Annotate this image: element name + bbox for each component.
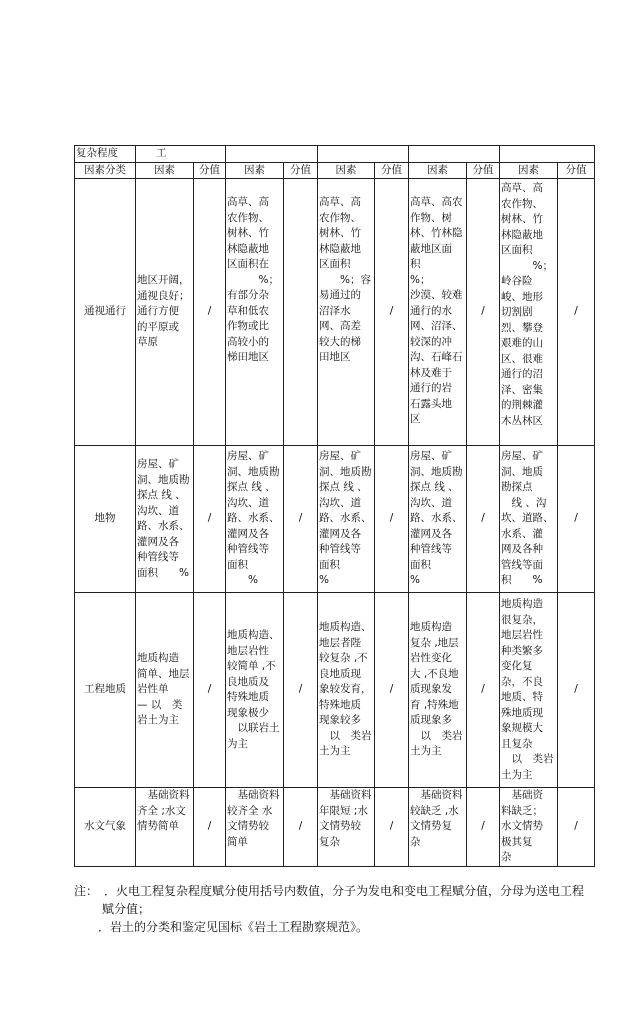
factor-category: 通视通行 — [75, 179, 136, 446]
table-row — [75, 179, 595, 446]
score-cell: / — [467, 446, 500, 593]
score-cell: / — [467, 179, 500, 446]
score-cell: / — [284, 446, 318, 593]
header-row-columns — [75, 162, 595, 179]
score-cell: / — [194, 788, 226, 867]
score-cell: / — [558, 788, 595, 867]
factor-category: 水文气象 — [75, 788, 136, 867]
factor-category: 地物 — [75, 446, 136, 593]
factor-cell: 基础资料 齐全 ;水文 情势简单 — [136, 788, 194, 867]
factor-cell: 房屋、矿 洞、地质勘 探点 线 、 沟坎、道 路、水系、 灌网及各 种管线等 面积 % — [136, 446, 194, 593]
column-header: 分值 — [467, 162, 500, 179]
score-cell: / — [375, 788, 409, 867]
score-cell: / — [194, 179, 226, 446]
table-row — [75, 788, 595, 867]
complexity-label: 复杂程度 — [75, 146, 136, 163]
score-cell: / — [375, 593, 409, 788]
score-cell: / — [194, 593, 226, 788]
column-header: 分值 — [375, 162, 409, 179]
score-cell: / — [558, 446, 595, 593]
score-cell — [284, 179, 318, 446]
factor-cell: 房屋、矿 洞、地质勘 探点 线 、 沟坎、道 路、水系、 灌网及各 种管线等 面积 % — [318, 446, 375, 593]
footnote-line: 赋分值； — [102, 902, 151, 916]
complexity-table — [74, 145, 595, 867]
factor-cell: 基础资料 较缺乏 ,水 文情势复 杂 — [409, 788, 467, 867]
column-header: 因素 — [318, 162, 375, 179]
factor-cell: 高草、高 农作物、 树林、竹 林隐蔽地 区面积 %； 岭谷险 峻、地形 切割剧 烈、攀登 艰难的山 区、很难 通行的沼 泽、密集 的荆棘灌 木丛林区 — [500, 179, 558, 446]
factor-cell: 房屋、矿 洞、地质勘 探点 线 、 沟坎、道 路、水系、 灌网及各 种管线等 面积 % — [226, 446, 284, 593]
column-header: 因素 — [500, 162, 558, 179]
score-cell: / — [558, 593, 595, 788]
factor-cell: 基础资料 较齐全 水 文情势较 简单 — [226, 788, 284, 867]
header-row-complexity — [75, 146, 595, 163]
score-cell: / — [558, 179, 595, 446]
column-header: 分值 — [194, 162, 226, 179]
score-cell: / — [375, 446, 409, 593]
table-row — [75, 593, 595, 788]
footnote-line: 注： ．火电工程复杂程度赋分使用括号内数值，分子为发电和变电工程赋分值，分母为送电工程 — [74, 884, 585, 898]
factor-cell: 房屋、矿 洞、地质勘 探点 线 、 沟坎、道 路、水系、 灌网及各 种管线等 面积 % — [409, 446, 467, 593]
score-cell: / — [194, 446, 226, 593]
factor-cell: 高草、高 农作物、 树林、竹 林隐蔽地 区面积 %；容 易通过的 沼泽水 网、高差 较大的梯 田地区 — [318, 179, 375, 446]
factor-cell: 地质构造、 地层岩性 较简单 ,不 良地质及 特殊地质 现象极少 以联岩土 为主 — [226, 593, 284, 788]
table-row — [75, 446, 595, 593]
factor-cell: 地区开阔， 通视良好； 通行方便 的平原或 草原 — [136, 179, 194, 446]
column-header: 因素 — [136, 162, 194, 179]
column-header: 分值 — [284, 162, 318, 179]
column-header: 分值 — [558, 162, 595, 179]
factor-cell: 地质构造 很复杂， 地层岩性 种类繁多 变化复 杂，不良 地质、特 殊地质现 象规模大 且复杂 以 类岩 土为主 — [500, 593, 558, 788]
factor-category: 工程地质 — [75, 593, 136, 788]
footnotes — [74, 882, 594, 936]
factor-cell: 地质构造 复杂 ,地层 岩性变化 大 ,不良地 质现象发 育 ,特殊地 质现象多 以 类岩 土为主 — [409, 593, 467, 788]
column-header: 因素 — [409, 162, 467, 179]
factor-cell: 基础资 料缺乏； 水文情势 极其复 杂 — [500, 788, 558, 867]
score-cell: / — [467, 593, 500, 788]
complexity-level: 工 — [136, 146, 226, 163]
factor-cell: 房屋、矿 洞、地质 勘探点 线 、沟 坎、道路、 水系、灌 网及各种 管线等面 积 % — [500, 446, 558, 593]
footnote-line: ．岩土的分类和鉴定见国标《岩土工程勘察规范》。 — [98, 920, 369, 934]
column-header: 因素 — [226, 162, 284, 179]
factor-cell: 基础资料 年限短 ;水 文情势较 复杂 — [318, 788, 375, 867]
factor-cell: 高草、高 农作物、 树林、竹 林隐蔽地 区面积在 %； 有部分杂 草和低农 作物或比 高较小的 梯田地区 — [226, 179, 284, 446]
factor-cell: 地质构造 简单、地层 岩性单 — 以 类 岩土为主 — [136, 593, 194, 788]
score-cell: / — [284, 788, 318, 867]
factor-cell: 高草、高农 作物、树 林、竹林隐 蔽地区面 积 %； 沙漠、较难 通行的水 网、沼泽、 较深的冲 沟、石峰石 林及难于 通行的岩 石露头地 区 — [409, 179, 467, 446]
score-cell: / — [375, 179, 409, 446]
column-header: 因素分类 — [75, 162, 136, 179]
score-cell: / — [284, 593, 318, 788]
factor-cell: 地质构造、 地层者陛 较复杂 ,不 良地质现 象较发育， 特殊地质 现象较多 以 类岩 土为主 — [318, 593, 375, 788]
score-cell: / — [467, 788, 500, 867]
